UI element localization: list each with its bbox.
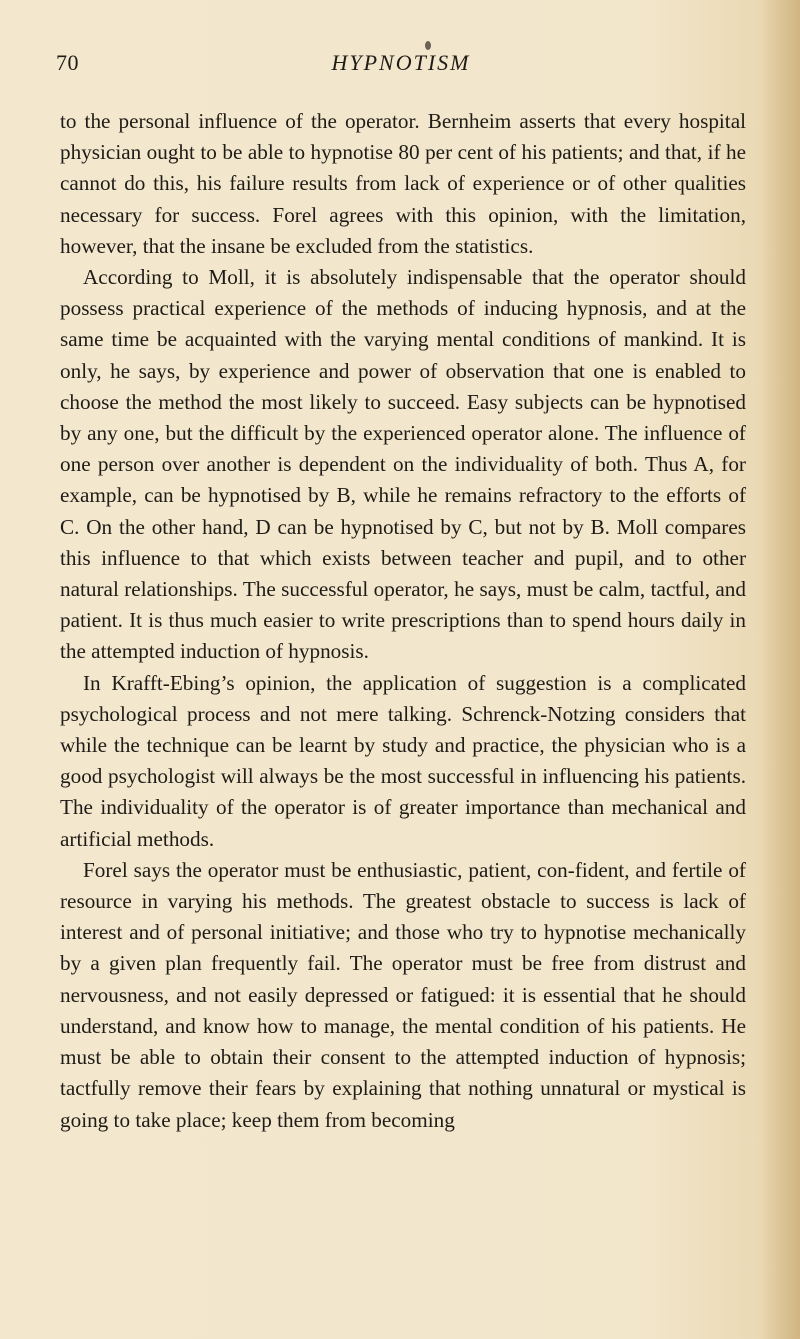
page-number: 70 <box>56 50 79 75</box>
ink-mark <box>425 41 431 50</box>
paragraph-1: to the personal influence of the operator. Bernheim asserts that every hospital physician ought to be able to hypnotise 80 per cent of his patients; and that, if he cannot do this, his failure results from lack of experience or of other qualities necessary for success. Forel agrees with this opinion, with the limitation, however, that the insane be excluded from the statistics. <box>60 109 746 258</box>
running-title: HYPNOTISM <box>331 50 471 75</box>
paragraph-3: In Krafft-Ebing’s opinion, the application of suggestion is a complicated psychological process and not mere talking. Schrenck-Notzing considers that while the technique can be learnt by study and practice, the physician who is a good psychologist will always be the most successful in influencing his patients. The individuality of the operator is of greater importance than mechanical and artificial methods. <box>60 670 746 851</box>
body-text <box>60 106 746 1136</box>
page-header <box>56 50 746 86</box>
paragraph-4: Forel says the operator must be enthusiastic, patient, con-fident, and fertile of resource in varying his methods. The greatest obstacle to success is lack of interest and of personal initiative; and those who try to hypnotise mechanically by a given plan frequently fail. The operator must be free from distrust and nervousness, and not easily depressed or fatigued: it is essential that he should understand, and know how to manage, the mental condition of his patients. He must be able to obtain their consent to the attempted induction of hypnosis; tactfully remove their fears by explaining that nothing unnatural or mystical is going to take place; keep them from becoming <box>60 857 746 1132</box>
page-edge-shadow <box>760 0 800 1339</box>
paragraph-2: According to Moll, it is absolutely indispensable that the operator should possess practical experience of the methods of inducing hypnosis, and at the same time be acquainted with the varying mental conditions of mankind. It is only, he says, by experience and power of observation that one is enabled to choose the method the most likely to succeed. Easy subjects can be hypnotised by any one, but the difficult by the experienced operator alone. The influence of one person over another is dependent on the individuality of both. Thus A, for example, can be hypnotised by B, while he remains refractory to the efforts of C. On the other hand, D can be hypnotised by C, but not by B. Moll compares this influence to that which exists between teacher and pupil, and to other natural relationships. The successful operator, he says, must be calm, tactful, and patient. It is thus much easier to write prescriptions than to spend hours daily in the attempted induction of hypnosis. <box>60 265 746 664</box>
